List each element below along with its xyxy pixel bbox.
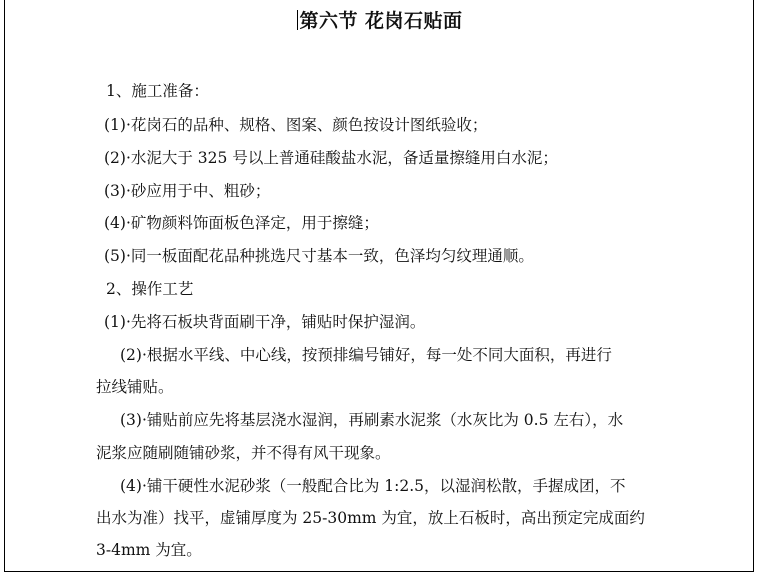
list-item: (2)·水泥大于 325 号以上普通硅酸盐水泥，备适量擦缝用白水泥； — [104, 149, 558, 167]
paragraph-line: (2)·根据水平线、中心线，按预排编号铺好，每一处不同大面积，再进行 — [120, 346, 612, 364]
paragraph-line: 3-4mm 为宜。 — [96, 541, 202, 559]
paragraph-line: 出水为准）找平，虚铺厚度为 25-30mm 为宜，放上石板时，高出预定完成面约 — [96, 509, 645, 527]
section-heading-process: 2、操作工艺 — [106, 280, 194, 298]
paragraph-line: 拉线铺贴。 — [96, 378, 174, 396]
list-item: (1)·花岗石的品种、规格、图案、颜色按设计图纸验收； — [104, 116, 488, 134]
list-item: (5)·同一板面配花品种挑选尺寸基本一致，色泽均匀纹理通顺。 — [104, 247, 534, 265]
paragraph-line: (4)·铺干硬性水泥砂浆（一般配合比为 1:2.5，以湿润松散，手握成团，不 — [120, 477, 626, 495]
paragraph-line: 泥浆应随刷随铺砂浆，并不得有风干现象。 — [96, 444, 391, 462]
paragraph-line: (3)·铺贴前应先将基层浇水湿润，再刷素水泥浆（水灰比为 0.5 左右），水 — [120, 411, 624, 429]
page-title-text: 第六节 花岗石贴面 — [299, 10, 463, 32]
paragraph-line: (1)·先将石板块背面刷干净，铺贴时保护湿润。 — [104, 313, 426, 331]
list-item: (4)·矿物颜料饰面板色泽定，用于擦缝； — [104, 214, 379, 232]
list-item: (3)·砂应用于中、粗砂； — [104, 182, 271, 200]
section-heading-preparation: 1、施工准备： — [106, 82, 209, 100]
page-title — [0, 6, 760, 33]
